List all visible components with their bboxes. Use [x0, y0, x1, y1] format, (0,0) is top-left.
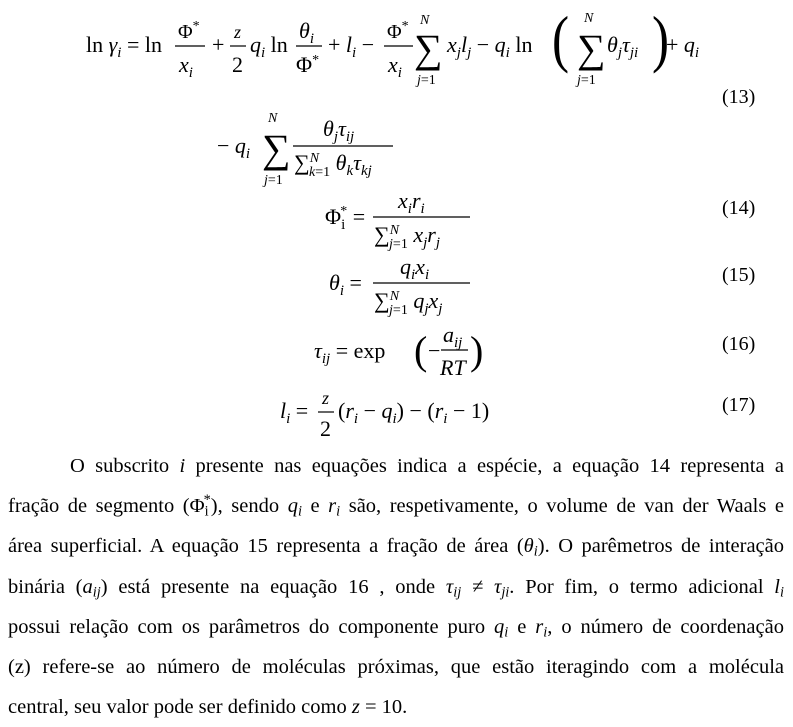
math-r-i: $r_i$	[328, 495, 341, 520]
paragraph-line-4: binária $(a_{ij})$ está presente na equação 16 , onde $\tau_{ij} \ne \tau_{ji}$. Por fim, o termo adicional $l_i$	[8, 575, 784, 601]
svg-text:z: z	[322, 388, 330, 408]
equation-16-number: (16)	[722, 333, 756, 355]
svg-text:N: N	[584, 11, 594, 26]
svg-text:(: (	[552, 2, 570, 75]
paragraph-line-1: O subscrito i presente nas equações indica a espécie, a equação 14 representa a	[70, 455, 784, 477]
equation-17	[280, 388, 489, 440]
equation-17-number: (17)	[722, 394, 756, 416]
math-theta-i: $\theta_i$	[523, 535, 538, 560]
svg-text:qi ln: $q_i$ ln	[250, 32, 288, 61]
svg-text:qixi: $q_ix_i$	[400, 254, 430, 283]
equation-13-number: (13)	[722, 86, 756, 108]
equation-16	[314, 322, 483, 380]
svg-text:∑: ∑	[262, 126, 291, 171]
svg-text:RT: RT	[440, 355, 466, 380]
svg-text:j=1: j=1	[264, 173, 283, 188]
svg-text:aij: $a_{ij}$	[443, 322, 463, 351]
svg-text:∑Nj=1 xjrj: ∑$^N$ j=1 $x_jr_j$	[374, 222, 440, 252]
equation-15	[329, 254, 470, 318]
svg-text:(ri − qi) − (ri − 1): $(r_i - q_i) - (r_i - 1)$	[338, 398, 490, 427]
svg-text:j=1: j=1	[577, 73, 596, 88]
svg-text:2: 2	[232, 52, 243, 77]
svg-text:ln γi = ln: $\ln \gamma_i = \ln$	[86, 32, 162, 61]
math-l-i: $l_i$	[774, 575, 784, 601]
svg-text:+ qi: + $q_i$	[666, 32, 700, 61]
paragraph-line-7: central, seu valor pode ser definido como z = 10.	[8, 696, 408, 719]
svg-text:xiri: $x_ir_i$	[398, 188, 425, 217]
svg-text:N: N	[268, 111, 278, 126]
svg-text:xjlj − qi ln: $x_jl_j - q_i$ ln	[447, 32, 533, 61]
equation-15-number: (15)	[722, 264, 756, 286]
svg-text:): )	[651, 2, 670, 75]
math-r-i-2: $r_i$	[535, 615, 548, 641]
svg-text:li =: $l_i$ =	[280, 398, 309, 427]
svg-text:θi =: $\theta_i$ =	[329, 270, 362, 299]
svg-text:z: z	[234, 22, 242, 42]
math-a-ij: $a_{ij}$	[82, 575, 101, 601]
math-i: i	[179, 455, 186, 477]
paragraph-line-6: (z) refere-se ao número de moléculas próximas, que estão iteragindo com a molécula	[8, 656, 784, 679]
math-phi-star: $\Phi_i^*$	[189, 492, 211, 520]
svg-text:+ li −: + $l_i$ −	[328, 32, 375, 61]
svg-text:j=1: j=1	[417, 73, 436, 88]
svg-text:): )	[470, 328, 484, 373]
svg-text:∑: ∑	[577, 26, 606, 71]
svg-text:N: N	[420, 13, 430, 28]
svg-text:τij = exp: $\tau_{ij} = \exp$	[314, 338, 386, 367]
svg-text:∑: ∑	[414, 26, 443, 71]
svg-text:θjτji: $\theta_j\tau_{ji}$	[607, 32, 639, 61]
svg-text:+: +	[212, 32, 225, 57]
paragraph-line-5: possui relação com os parâmetros do componente puro $q_i$ e $r_i$, o número de coordenação	[8, 615, 784, 641]
equation-14	[325, 188, 470, 252]
equation-14-number: (14)	[722, 197, 756, 219]
math-z: z	[351, 696, 360, 719]
paragraph-line-2: fração de segmento $(\Phi_i^*)$, sendo $q_i$ e $r_i$ são, respetivamente, o volume de van der Waals e	[8, 492, 785, 520]
svg-text:xi: $x_i$	[179, 52, 193, 81]
svg-text:− qi: − $q_i$	[217, 133, 251, 162]
svg-text:θjτij: $\theta_j\tau_{ij}$	[323, 116, 355, 145]
svg-text:Φi* =: $\Phi_i*$ =	[325, 204, 366, 233]
svg-text:Φ*: Φ*	[296, 52, 320, 77]
svg-text:∑Nk=1 θkτkj: ∑$^N$ k=1 $\theta_k\tau_{kj}$	[294, 150, 372, 180]
svg-text:2: 2	[320, 416, 331, 440]
svg-text:θi: $\theta_i$	[299, 18, 314, 47]
equation-13	[86, 3, 699, 188]
svg-text:−: −	[428, 338, 441, 363]
math-q-i-2: $q_i$	[494, 615, 509, 641]
math-q-i: $q_i$	[287, 495, 302, 520]
svg-text:Φ*: Φ*	[387, 19, 409, 43]
svg-text:xi: $x_i$	[388, 52, 402, 81]
math-tau-neq: $\tau_{ij} \ne \tau_{ji}$	[445, 575, 510, 601]
body-paragraph	[8, 446, 784, 727]
paragraph-line-3: área superficial. A equação 15 representa a fração de área $(\theta_i)$. O parêmetros de interação	[8, 535, 784, 560]
svg-text:(: (	[414, 328, 428, 373]
svg-text:∑Nj=1 qjxj: ∑$^N$ j=1 $q_jx_j$	[374, 288, 443, 318]
svg-text:Φ*: Φ*	[178, 19, 200, 43]
